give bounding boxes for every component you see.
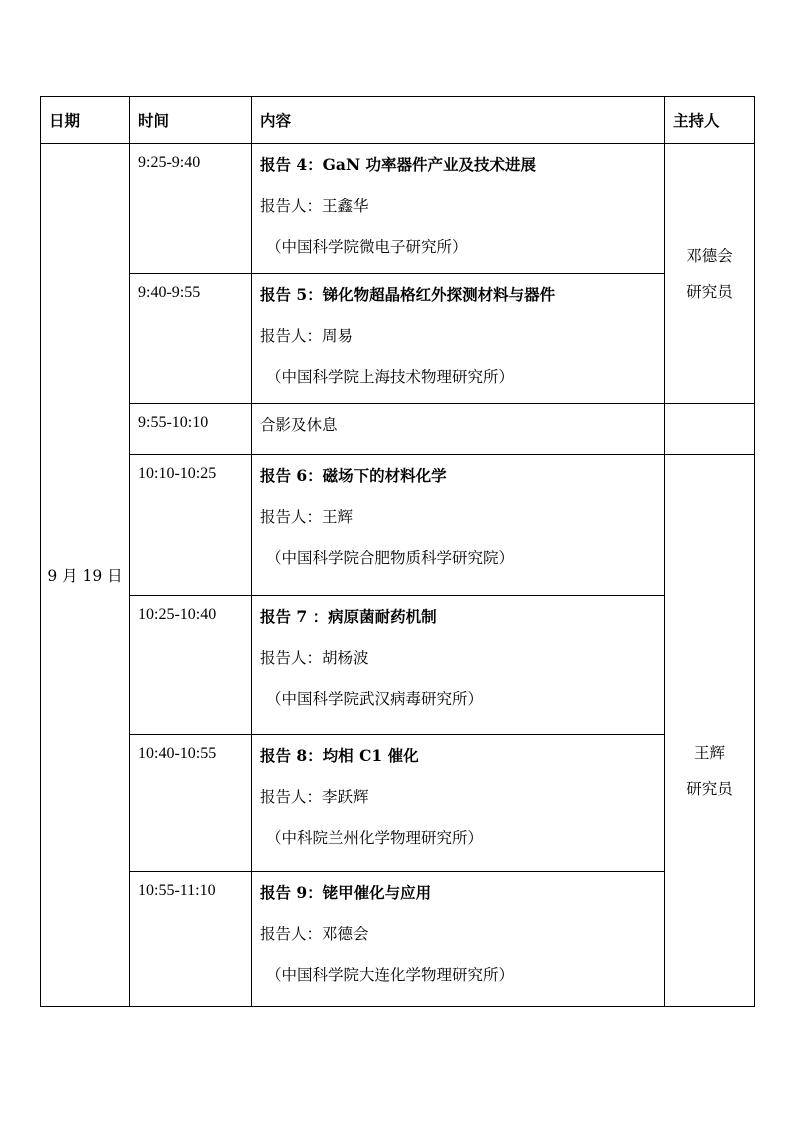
- host-cell: [665, 144, 755, 404]
- header-time: 时间: [130, 97, 252, 144]
- schedule-table: [40, 96, 755, 1007]
- table-row: [41, 596, 755, 735]
- header-content: 内容: [252, 97, 665, 144]
- report-speaker: 报告人：王辉: [260, 508, 354, 526]
- report-affiliation: （中科院兰州化学物理研究所）: [266, 829, 484, 847]
- content-cell: [252, 404, 665, 455]
- report-title: 报告 7 ：病原菌耐药机制: [260, 607, 437, 626]
- report-affiliation: （中国科学院大连化学物理研究所）: [266, 966, 515, 984]
- time-cell: 10:25-10:40: [130, 596, 252, 735]
- time-cell: 10:10-10:25: [130, 455, 252, 596]
- time-cell: 10:55-11:10: [130, 872, 252, 1007]
- report-affiliation: （中国科学院武汉病毒研究所）: [266, 690, 484, 708]
- host-name: 王辉: [693, 743, 725, 762]
- table-row: [41, 455, 755, 596]
- table-row: [41, 872, 755, 1007]
- content-cell: [252, 872, 665, 1007]
- report-title: 报告 9：铑甲催化与应用: [260, 883, 432, 902]
- report-title: 报告 6：磁场下的材料化学: [260, 466, 447, 485]
- host-title: 研究员: [686, 779, 733, 798]
- report-speaker: 报告人：胡杨波: [260, 649, 369, 667]
- content-cell: [252, 735, 665, 872]
- break-label: 合影及休息: [260, 416, 338, 434]
- content-cell: [252, 144, 665, 274]
- report-title: 报告 8：均相 C1 催化: [260, 746, 419, 765]
- content-cell: [252, 596, 665, 735]
- header-row: [41, 97, 755, 144]
- report-speaker: 报告人：邓德会: [260, 925, 369, 943]
- host-cell-empty: [665, 404, 755, 455]
- time-cell: 9:25-9:40: [130, 144, 252, 274]
- host-name: 邓德会: [686, 246, 733, 265]
- report-affiliation: （中国科学院合肥物质科学研究院）: [266, 549, 515, 567]
- time-cell: 9:40-9:55: [130, 274, 252, 404]
- table-row: [41, 144, 755, 274]
- header-date: 日期: [41, 97, 130, 144]
- table-row: [41, 404, 755, 455]
- date-cell: 9 月 19 日: [41, 144, 130, 1007]
- host-title: 研究员: [686, 282, 733, 301]
- time-cell: 9:55-10:10: [130, 404, 252, 455]
- report-affiliation: （中国科学院上海技术物理研究所）: [266, 368, 515, 386]
- report-speaker: 报告人：李跃辉: [260, 788, 369, 806]
- report-speaker: 报告人：周易: [260, 327, 354, 345]
- content-cell: [252, 274, 665, 404]
- host-cell: [665, 455, 755, 1007]
- header-host: 主持人: [665, 97, 755, 144]
- report-title: 报告 5：锑化物超晶格红外探测材料与器件: [260, 285, 556, 304]
- table-row: [41, 274, 755, 404]
- report-speaker: 报告人：王鑫华: [260, 197, 369, 215]
- content-cell: [252, 455, 665, 596]
- report-affiliation: （中国科学院微电子研究所）: [266, 238, 468, 256]
- time-cell: 10:40-10:55: [130, 735, 252, 872]
- report-title: 报告 4：GaN 功率器件产业及技术进展: [260, 155, 537, 174]
- table-row: [41, 735, 755, 872]
